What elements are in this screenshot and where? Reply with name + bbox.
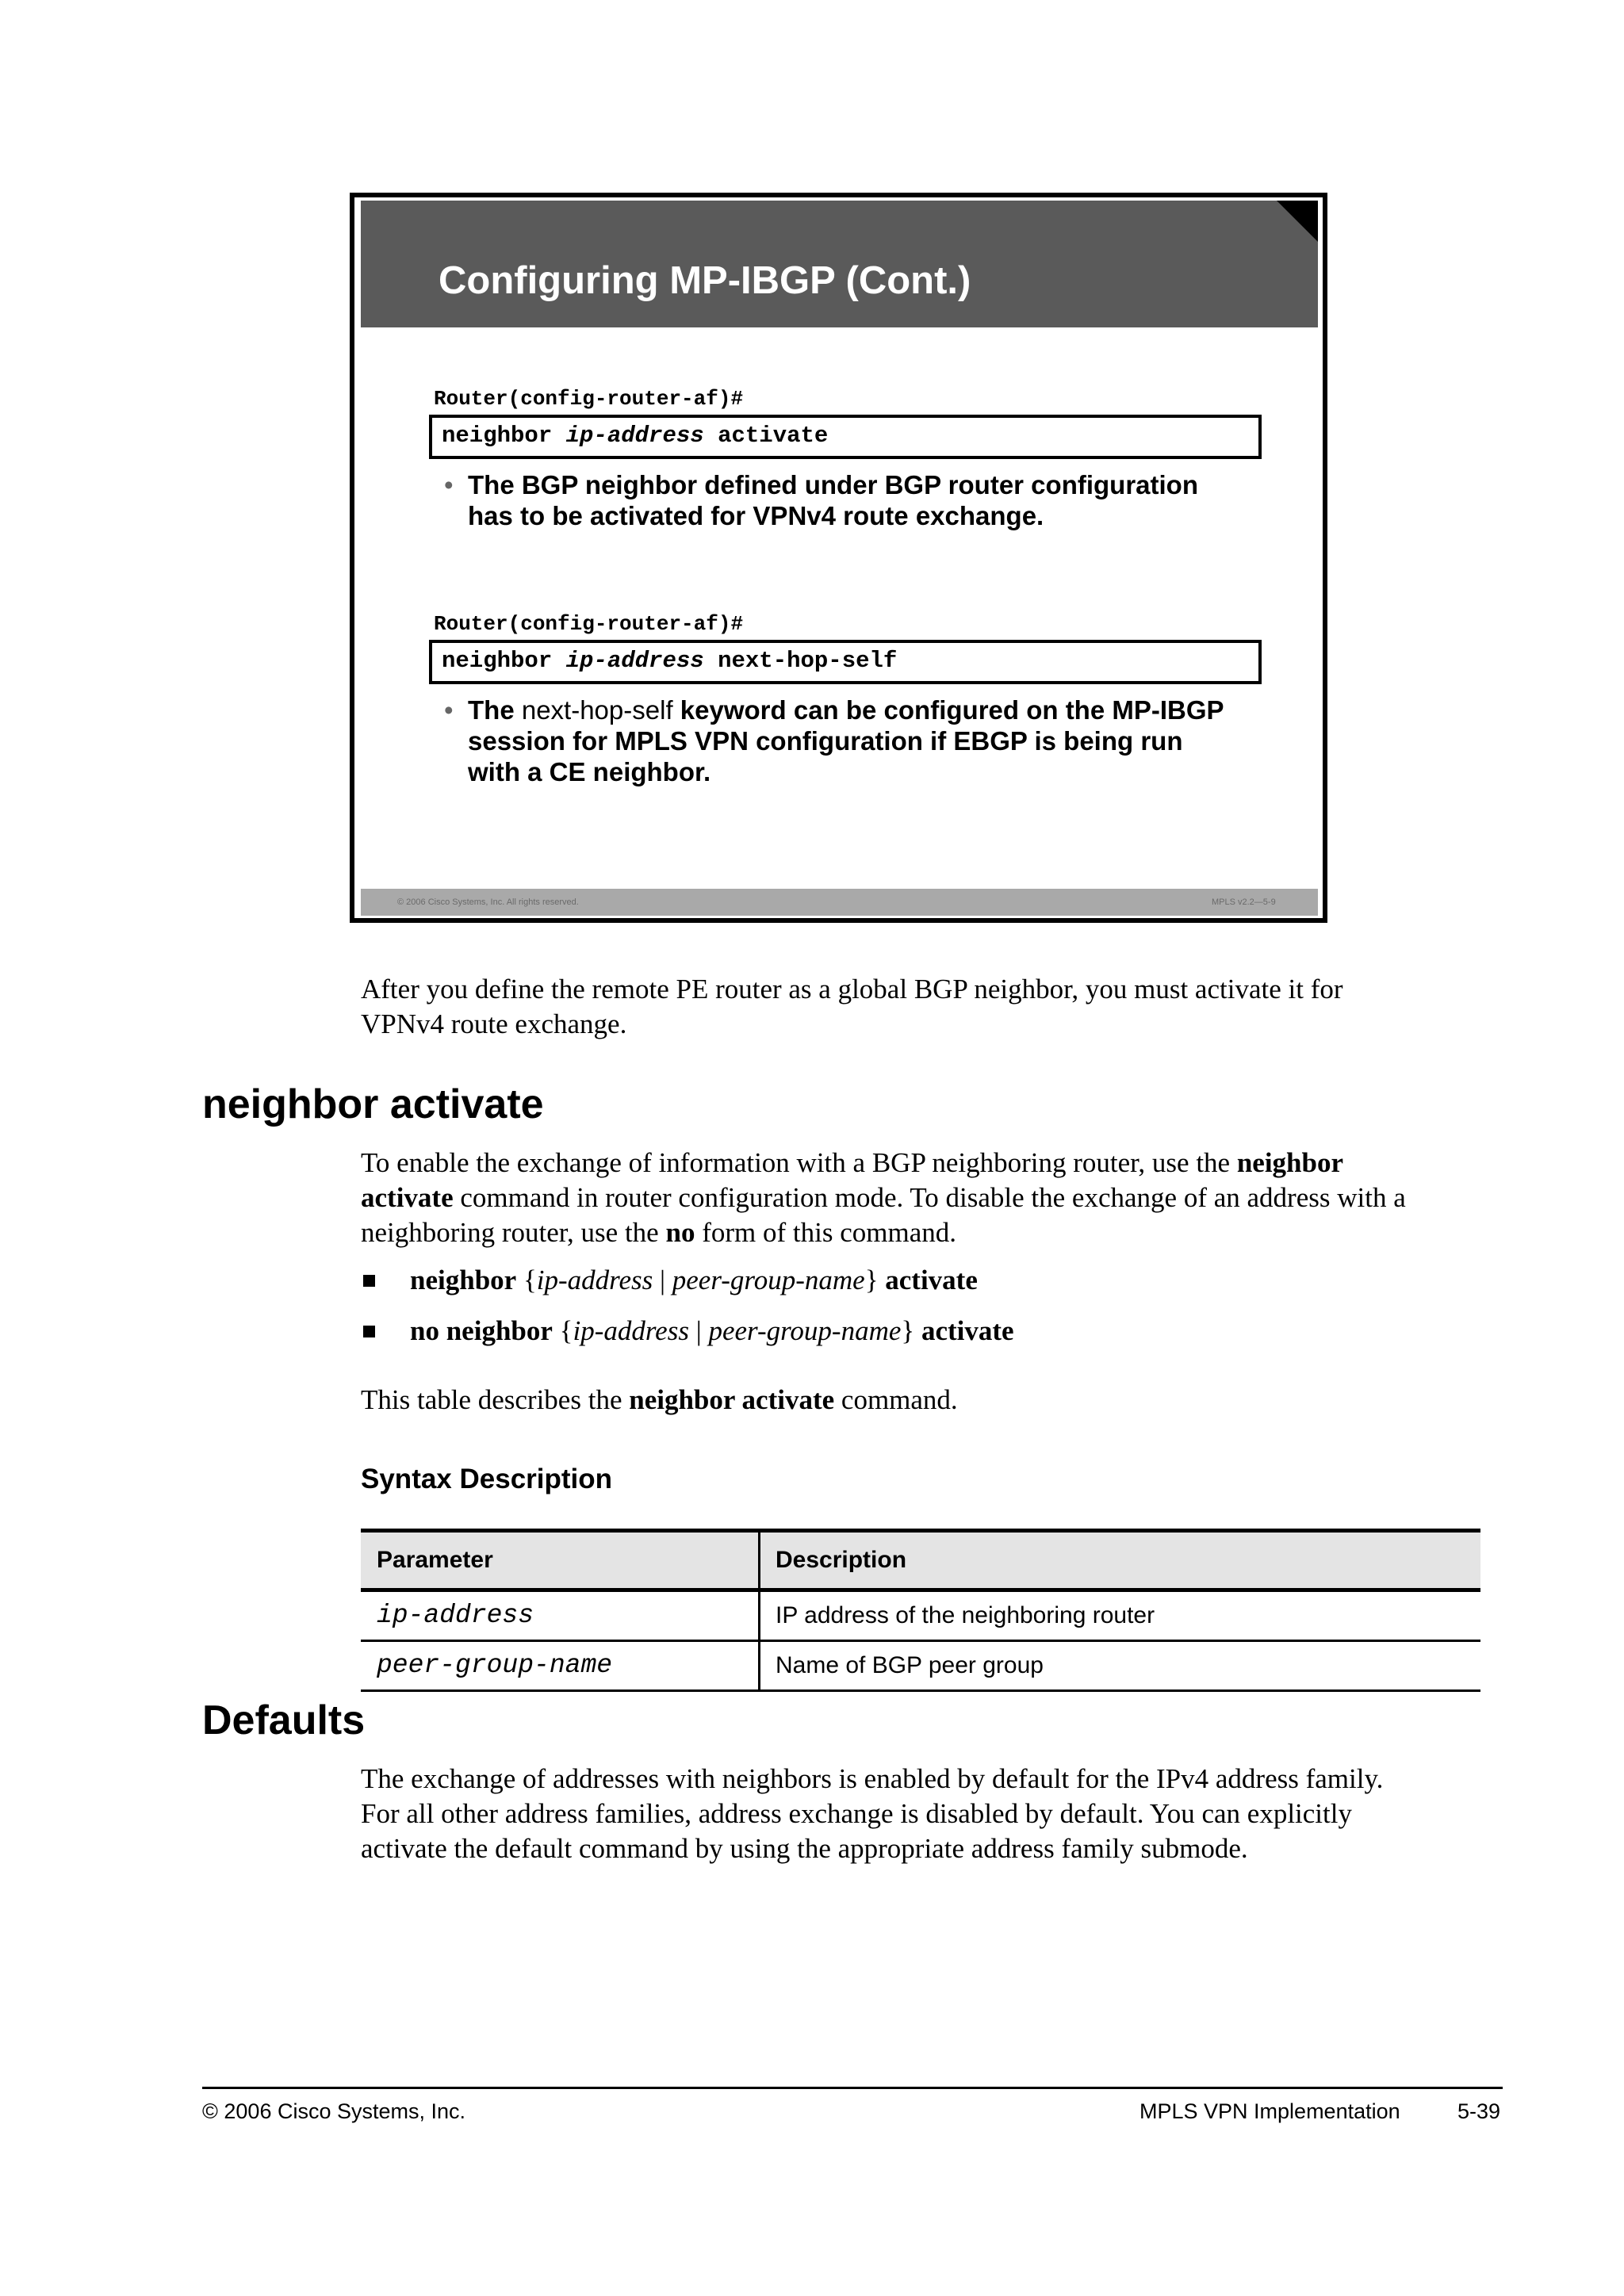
table-row [361,1642,1480,1689]
square-bullet-icon [363,1275,375,1287]
table-row-rule [361,1689,1480,1692]
bullet-line [468,695,1245,725]
slide-footer-copyright: © 2006 Cisco Systems, Inc. All rights reserved. [397,897,579,907]
header-parameter: Parameter [377,1547,493,1573]
cmd-tail: activate [718,423,829,449]
text-line: After you define the remote PE router as a global BGP neighbor, you must activate it for [361,974,1343,1004]
column-divider [758,1533,760,1588]
syntax-item-1: neighbor {ip-address | peer-group-name} activate [410,1265,978,1296]
bullet-line: The BGP neighbor defined under BGP router configuration [468,470,1198,499]
page-footer-copyright: © 2006 Cisco Systems, Inc. [202,2099,466,2123]
neighbor-description-paragraph [361,1146,1487,1250]
column-divider [758,1642,760,1689]
heading-defaults: Defaults [202,1697,366,1743]
bullet-line: has to be activated for VPNv4 route exchange. [468,501,1044,530]
table-intro: This table describes the neighbor activate command. [361,1384,958,1415]
bullet-line: session for MPLS VPN configuration if EBGP is being run [468,726,1183,756]
cell-parameter: peer-group-name [377,1651,613,1680]
syntax-table [361,1529,1480,1692]
slide-bullet-1 [444,469,1245,531]
column-divider [758,1592,760,1640]
heading-neighbor-activate: neighbor activate [202,1081,544,1127]
cell-description: Name of BGP peer group [776,1652,1044,1678]
slide-footer-course-code: MPLS v2.2—5-9 [1212,897,1276,907]
slide-bullet-2 [444,695,1245,787]
bullet-the: The [468,695,515,725]
cmd-keyword: neighbor [442,648,553,674]
page-footer-rule [202,2087,1503,2089]
keyword-next-hop-self: next-hop-self [521,695,673,725]
page-footer-course-title: MPLS VPN Implementation [1139,2099,1400,2123]
cell-parameter: ip-address [377,1601,534,1630]
page-number: 5-39 [1457,2099,1501,2123]
table-header-row [361,1533,1480,1588]
text-line: activate the default command by using the appropriate address family submode. [361,1833,1248,1864]
text-line: For all other address families, address exchange is disabled by default. You can explicitly [361,1798,1352,1829]
router-prompt-1: Router(config-router-af)# [434,387,744,411]
text-line: neighboring router, use the no form of this command. [361,1217,956,1248]
syntax-item-2: no neighbor {ip-address | peer-group-name} activate [410,1315,1014,1347]
bullet-rest: keyword can be configured on the MP-IBGP [680,695,1224,725]
cmd-argument: ip-address [565,648,704,674]
cmd-keyword: neighbor [442,423,553,449]
table-row [361,1592,1480,1640]
bullet-dot: • [444,470,454,499]
command-box-activate [429,415,1262,459]
text-line: activate command in router configuration mode. To disable the exchange of an address with a [361,1182,1406,1213]
cell-description: IP address of the neighboring router [776,1602,1155,1628]
cmd-tail: next-hop-self [718,648,898,674]
command-box-next-hop-self [429,640,1262,684]
router-prompt-2: Router(config-router-af)# [434,612,744,636]
square-bullet-icon [363,1326,375,1337]
cmd-argument: ip-address [565,423,704,449]
intro-paragraph [361,972,1487,1042]
syntax-description-heading: Syntax Description [361,1464,613,1494]
text-line: To enable the exchange of information with a BGP neighboring router, use the neighbor [361,1147,1344,1178]
text-line: VPNv4 route exchange. [361,1008,627,1039]
header-description: Description [776,1547,907,1573]
defaults-paragraph [361,1762,1519,1866]
bullet-line: with a CE neighbor. [468,757,711,786]
slide-corner-triangle [1277,201,1318,242]
bullet-dot: • [444,695,454,725]
slide-title: Configuring MP-IBGP (Cont.) [439,259,971,302]
text-line: The exchange of addresses with neighbors is enabled by default for the IPv4 address family. [361,1763,1384,1794]
